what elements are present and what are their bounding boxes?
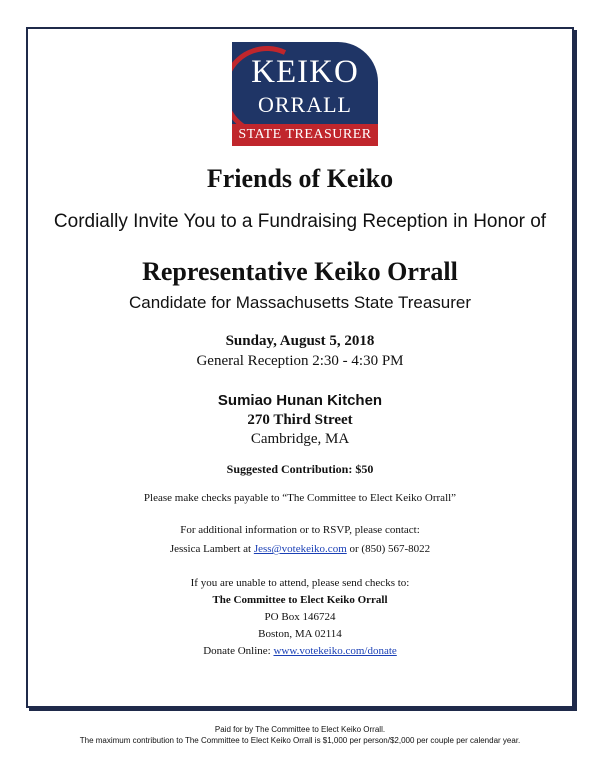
campaign-logo	[232, 42, 378, 146]
rsvp-intro: For additional information or to RSVP, please contact:	[180, 524, 420, 536]
suggested-contribution: Suggested Contribution: $50	[226, 462, 374, 476]
venue-name: Sumiao Hunan Kitchen	[217, 392, 383, 409]
event-time: General Reception 2:30 - 4:30 PM	[196, 353, 404, 369]
host-heading: Friends of Keiko	[206, 164, 394, 193]
logo-last-name: ORRALL	[258, 92, 352, 117]
venue-city: Cambridge, MA	[250, 431, 350, 447]
donate-link[interactable]: www.votekeiko.com/donate	[273, 645, 397, 657]
logo-first-name: KEIKO	[251, 54, 359, 90]
invitation-line: Cordially Invite You to a Fundraising Reception in Honor of	[53, 211, 547, 232]
checks-payable-note: Please make checks payable to “The Committee to Elect Keiko Orrall”	[143, 492, 457, 504]
venue-street: 270 Third Street	[247, 412, 353, 428]
mail-po-box: PO Box 146724	[264, 611, 336, 623]
mail-intro: If you are unable to attend, please send checks to:	[190, 577, 410, 589]
event-date: Sunday, August 5, 2018	[225, 333, 375, 349]
honoree-name: Representative Keiko Orrall	[142, 257, 458, 286]
logo-office-banner: STATE TREASURER	[232, 124, 378, 146]
email-link[interactable]: Jess@votekeiko.com	[253, 543, 347, 555]
contribution-limit-disclaimer: The maximum contribution to The Committee to Elect Keiko Orrall is $1,000 per person/$2,000 per couple per calendar year.	[79, 736, 521, 745]
mail-city: Boston, MA 02114	[258, 628, 342, 640]
donate-online	[0, 645, 600, 657]
contact-phone: or (850) 567-8022	[346, 543, 431, 555]
mail-committee: The Committee to Elect Keiko Orrall	[212, 594, 388, 606]
contact-prefix: Jessica Lambert at	[169, 543, 254, 555]
paid-for-disclaimer: Paid for by The Committee to Elect Keiko Orrall.	[214, 725, 386, 734]
honoree-subtitle: Candidate for Massachusetts State Treasurer	[128, 293, 472, 312]
donate-label: Donate Online:	[203, 645, 274, 657]
rsvp-contact	[0, 543, 600, 555]
